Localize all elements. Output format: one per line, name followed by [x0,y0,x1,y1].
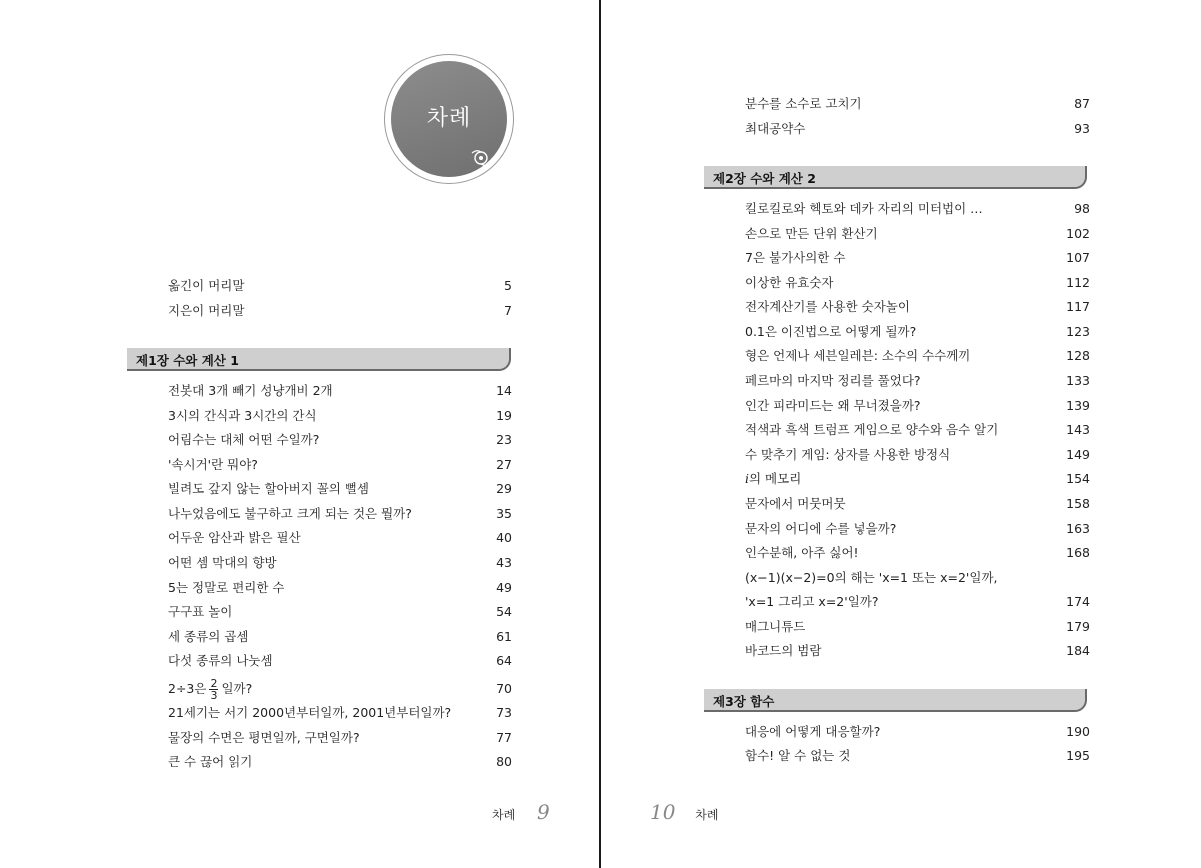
toc-entry[interactable]: 적색과 흑색 트럼프 게임으로 양수와 음수 알기 143 [745,422,1090,437]
toc-entry[interactable]: 페르마의 마지막 정리를 풀었다? 133 [745,373,1090,388]
toc-entry[interactable]: 세 종류의 곱셈 61 [168,629,512,644]
page-number: 9 [537,800,550,824]
toc-entry[interactable]: 21세기는 서기 2000년부터일까, 2001년부터일까? 73 [168,705,512,720]
toc-entry[interactable]: 인수분해, 아주 싫어! 168 [745,545,1090,560]
toc-entry[interactable]: 0.1은 이진법으로 어떻게 될까? 123 [745,324,1090,339]
toc-entry[interactable]: 5는 정말로 편리한 수 49 [168,580,512,595]
toc-entry[interactable]: 지은이 머리말 7 [168,303,512,318]
book-gutter-divider [599,0,601,868]
toc-entry[interactable]: 큰 수 끊어 읽기 80 [168,754,512,769]
toc-entry[interactable]: 전자계산기를 사용한 숫자놀이 117 [745,299,1090,314]
chapter-2-heading[interactable]: 제2장 수와 계산 2 [704,166,1087,189]
page-number: 10 [650,800,676,824]
toc-entry[interactable]: 3시의 간식과 3시간의 간식 19 [168,408,512,423]
toc-entry[interactable]: 대응에 어떻게 대응할까? 190 [745,724,1090,739]
fraction: $\frac{2}{3}$ [210,677,218,702]
toc-entry[interactable]: 수 맞추기 게임: 상자를 사용한 방정식 149 [745,447,1090,462]
toc-entry-equation[interactable]: (x−1)(x−2)=0의 해는 'x=1 또는 x=2'일까, [745,570,998,585]
toc-entry[interactable]: i의 메모리 154 [745,471,1090,486]
toc-entry[interactable]: '속시거'란 뭐야? 27 [168,457,512,472]
toc-entry-fraction[interactable]: 2÷3은 $\frac{2}{3}$ 일까? 70 [168,677,512,702]
right-page-footer: 10 차례 [650,800,719,824]
toc-entry[interactable]: 형은 언제나 세븐일레븐: 소수의 수수께끼 128 [745,348,1090,363]
toc-entry[interactable]: 다섯 종류의 나눗셈 64 [168,653,512,668]
toc-entry[interactable]: 옮긴이 머리말 5 [168,278,512,293]
toc-entry-equation[interactable]: 'x=1 그리고 x=2'일까? 174 [745,594,1090,609]
toc-title-circle [384,54,514,184]
toc-entry[interactable]: 어림수는 대체 어떤 수일까? 23 [168,432,512,447]
toc-entry[interactable]: 문자의 어디에 수를 넣을까? 163 [745,521,1090,536]
toc-entry[interactable]: 어두운 암산과 밝은 필산 40 [168,530,512,545]
toc-entry[interactable]: 7은 불가사의한 수 107 [745,250,1090,265]
toc-entry[interactable]: 전봇대 3개 빼기 성냥개비 2개 14 [168,383,512,398]
left-page-footer: 차례 9 [492,800,550,824]
toc-entry[interactable]: 함수! 알 수 없는 것 195 [745,748,1090,763]
toc-entry[interactable]: 어떤 셈 막대의 향방 43 [168,555,512,570]
toc-entry[interactable]: 바코드의 범람 184 [745,643,1090,658]
toc-entry[interactable]: 매그니튜드 179 [745,619,1090,634]
chapter-3-heading[interactable]: 제3장 함수 [704,689,1087,712]
toc-entry[interactable]: 빌려도 갚지 않는 할아버지 꼴의 뻘셈 29 [168,481,512,496]
toc-title: 차례 [426,106,472,131]
toc-entry[interactable]: 물장의 수면은 평면일까, 구면일까? 77 [168,730,512,745]
decorative-swirl-icon [469,147,493,169]
toc-entry[interactable]: 킬로킬로와 헥토와 데카 자리의 미터법이 … 98 [745,201,1090,216]
toc-entry[interactable]: 손으로 만든 단위 환산기 102 [745,226,1090,241]
chapter-1-heading[interactable]: 제1장 수와 계산 1 [127,348,511,371]
toc-entry[interactable]: 이상한 유효숫자 112 [745,275,1090,290]
toc-entry[interactable]: 분수를 소수로 고치기 87 [745,96,1090,111]
toc-entry[interactable]: 문자에서 머뭇머뭇 158 [745,496,1090,511]
toc-entry[interactable]: 구구표 놀이 54 [168,604,512,619]
toc-entry[interactable]: 최대공약수 93 [745,121,1090,136]
toc-entry[interactable]: 나누었음에도 불구하고 크게 되는 것은 뭘까? 35 [168,506,512,521]
toc-entry[interactable]: 인간 피라미드는 왜 무너졌을까? 139 [745,398,1090,413]
